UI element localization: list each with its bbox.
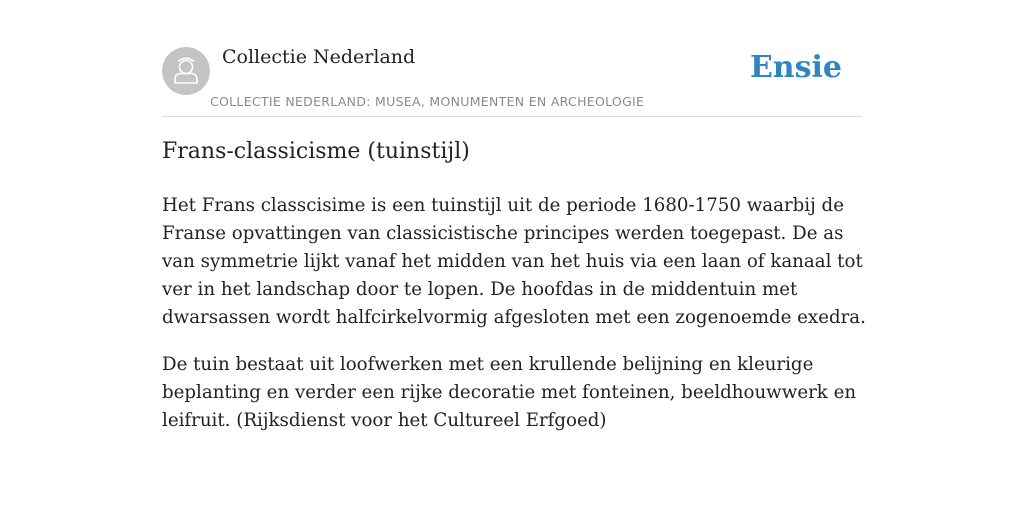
paragraph: De tuin bestaat uit loofwerken met een krullende belijning en kleurige beplanting en verder een rijke decoratie met fonteinen, beeldhouwwerk en leifruit. (Rijksdienst voor het Cultureel Erfgoed)	[162, 354, 857, 431]
avatar[interactable]	[162, 47, 210, 95]
page-title: Frans-classicisme (tuinstijl)	[162, 139, 470, 164]
author-name-link[interactable]: Collectie Nederland	[222, 46, 416, 68]
paragraph: Het Frans classcisime is een tuinstijl uit de periode 1680-1750 waarbij de Franse opvattingen van classicistische principes werden toegepast. De as van symmetrie lijkt vanaf het midden van het huis via een laan of kanaal tot ver in het landschap door te lopen. De hoofdas in de middentuin met dwarsassen wordt halfcirkelvormig afgesloten met een zogenoemde exedra.	[162, 195, 866, 328]
header	[162, 44, 862, 117]
brand-logo[interactable]: Ensie	[749, 50, 842, 85]
user-placeholder-icon	[162, 47, 210, 95]
article-body	[162, 192, 867, 454]
author-subtitle: COLLECTIE NEDERLAND: MUSEA, MONUMENTEN EN ARCHEOLOGIE	[210, 94, 645, 109]
